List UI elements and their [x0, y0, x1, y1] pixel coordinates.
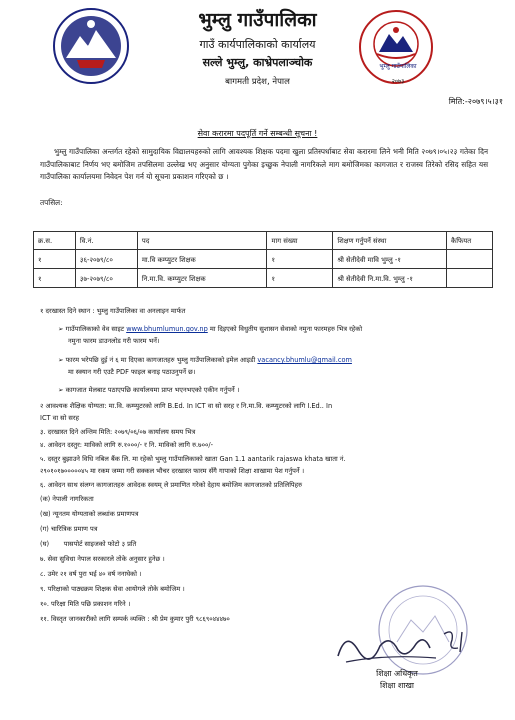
table-cell: १ — [34, 250, 76, 269]
table-cell: श्री सेतीदेवी मावि भुम्लु -१ — [333, 250, 447, 269]
instruction-10-exam-date: १०. परिक्षा मिति पछि प्रकाशन गरिने । — [40, 600, 131, 608]
instruction-1-place: १ दरखास्त दिने स्थान : भुम्लु गाउँपालिका वा अनलाइन मार्फत — [40, 307, 186, 315]
col-header-serial: क्र.स. — [34, 232, 76, 250]
instruction-bullet-email — [58, 355, 488, 366]
instruction-5-payment: ५. दस्तुर बुझाउने विधि नबिल बैंक लि. मा रहेको भुम्लु गाउँपालिकाको खाता Gan 1.1 aantarik rajaswa khata खाता नं. — [40, 455, 346, 463]
instruction-7-facility: ७. सेवा सुविधा नेपाल सरकारले तोके अनुसार हुनेछ । — [40, 555, 165, 563]
instruction-9-syllabus: ९. परिक्षाको पाठ्यक्रम शिक्षक सेवा आयोगले तोके बमोजिम । — [40, 585, 185, 593]
col-header-adv-no: वि.नं. — [75, 232, 137, 250]
table-cell: ३७-२०७९/८० — [75, 269, 137, 288]
email-link[interactable]: vacancy.bhumlu@gmail.com — [257, 356, 352, 364]
instruction-11-contact: ११. विस्तृत जानकारीको लागि सम्पर्क व्यक्ति : श्री प्रेम कुमार पुरी ९८६९०४४४७० — [40, 615, 230, 623]
table-cell: श्री सेतीदेवी नि.मा.वि. भुम्लु -१ — [333, 269, 447, 288]
instruction-5-cont: २९०१०१७०००००४५ मा रकम जम्मा गरी सक्कल भौचर दरखास्त फारम सँगै गापाको शिक्षा शाखामा पेश गर्नुपर्ने । — [40, 467, 305, 475]
bullet-text: मा दिइएको विधुतीय सुशासन सेवाको नमुना फारमहरु भित्र रहेको — [207, 325, 363, 333]
vacancy-table — [33, 231, 493, 288]
bullet-icon: ➢ — [58, 325, 66, 333]
table-row — [34, 269, 493, 288]
bullet-text-cont: मा स्क्यान गरी एउटै PDF फाइल बनाइ पठाउनुपर्ने छ। — [68, 368, 196, 376]
right-logo-text: भुम्लु गाउँपालिका — [379, 63, 417, 70]
instruction-4-fee: ४. आवेदन दस्तुर: माविको लागि रु.१०००/- र नि. माविको लागि रु.७००/- — [40, 441, 214, 449]
signatory-title: शिक्षा अधिकृत — [376, 669, 418, 678]
table-cell: १ — [267, 250, 333, 269]
col-header-remarks: कैफियत — [447, 232, 493, 250]
document-item: (ग) चारित्रिक प्रमाण पत्र — [40, 525, 98, 533]
bullet-text: गाउँपालिकाको वेव साइट — [65, 325, 127, 333]
table-row — [34, 250, 493, 269]
table-cell: नि.मा.वि. कम्प्युटर शिक्षक — [137, 269, 267, 288]
office-name: गाउँ कार्यपालिकाको कार्यालय — [199, 38, 316, 51]
instruction-bullet-website — [58, 324, 488, 335]
instruction-6-documents: ६. आवेदन साथ संलग्न कागजातहरु आवेदक स्वयम् ले प्रमाणित गरेको देहाय बमोजिम कागजातको प्रतिलिपिहरु — [40, 481, 303, 489]
col-header-demand: माग संख्या — [267, 232, 333, 250]
municipality-title: भुम्लु गाउँपालिका — [198, 9, 317, 31]
instruction-3-deadline: ३. दरखास्त दिने अन्तिम मिति: २०७९/०६/०७ कार्यालय समय भित्र — [40, 428, 196, 436]
notice-date: मिति:-२०७९।५।३१ — [448, 97, 503, 106]
notice-subject: सेवा करारमा पदपूर्ति गर्ने सम्बन्धी सूचना ! — [197, 129, 318, 138]
instruction-8-age: ८. उमेर २१ वर्ष पुरा भई ४० वर्ष ननाघेको । — [40, 570, 142, 578]
tafsil-label: तपसिल: — [40, 198, 63, 207]
bullet-icon: ➢ — [58, 386, 66, 394]
website-link[interactable]: www.bhumlumun.gov.np — [126, 325, 208, 333]
province-name: बागमती प्रदेश, नेपाल — [225, 77, 290, 87]
table-cell: ३६-२०७९/८० — [75, 250, 137, 269]
office-location: सल्ले भुम्लु, काभ्रेपलाञ्चोक — [202, 56, 313, 69]
table-cell — [447, 250, 493, 269]
bullet-text: कागजात मेलबाट पठाएपछि कार्यालयमा प्राप्त भएनभएको एकीन गर्नुपर्ने । — [65, 386, 240, 394]
document-item: (ख) न्यूनतम योग्यताको लब्धांक प्रमाणपत्र — [40, 510, 139, 518]
instruction-bullet-confirm — [58, 385, 239, 396]
notice-paragraph: भुम्लु गाउँपालिका अन्तर्गत रहेको सामुदायिक विद्यालयहरुको लागि आवश्यक शिक्षक पदमा खुला प्रतिस्पर्धाबाट सेवा करारमा लिने भनी मिति २०७९।०५।२३ गतेका दिन गाउँपालिकाबाट निर्णय भए बमोजिम तपसिलमा उल्लेख भए अनुसार योग्यता पुगेका इच्छुक नेपाली नागरिकले माग बमोजिमका कागजात र राजस्व तिरेको रसिद सहित यस गाउँपालिका कार्यालयमा निवेदन पेश गर्न यो सूचना प्रकाशन गरिएको छ । — [40, 147, 488, 182]
bullet-text: फारम भरेपछि दुई नं ६ मा दिएका कागजातहरु भुम्लु गाउँपालिकाको इमेल आइडी — [65, 356, 258, 364]
right-logo-year: २०७३ — [391, 78, 405, 85]
document-item: (घ) पासपोर्ट साइजको फोटो ३ प्रति — [40, 540, 137, 548]
col-header-school: शिक्षण गर्नुपर्ने संस्था — [333, 232, 447, 250]
table-cell: मा.वि कम्प्युटर शिक्षक — [137, 250, 267, 269]
document-item: (क) नेपाली नागरिकता — [40, 495, 94, 503]
table-cell: १ — [267, 269, 333, 288]
bullet-text-cont: नमुना फारम डाउनलोड गरी फारम भर्ने। — [68, 337, 160, 345]
table-header-row — [34, 232, 493, 250]
table-cell: १ — [34, 269, 76, 288]
instruction-2-qualification: २ आवश्यक शैक्षिक योग्यता: मा.वि. कम्प्युटरको लागि B.Ed. In ICT वा सो सरह र नि.मा.वि. कम्प्युटरको लागि I.Ed.. In — [40, 402, 333, 410]
col-header-post: पद — [137, 232, 267, 250]
bullet-icon: ➢ — [58, 356, 66, 364]
instruction-2-cont: ICT वा सो सरह — [40, 414, 80, 422]
signature-block — [352, 668, 442, 692]
table-cell — [447, 269, 493, 288]
signatory-dept: शिक्षा शाखा — [380, 681, 414, 690]
